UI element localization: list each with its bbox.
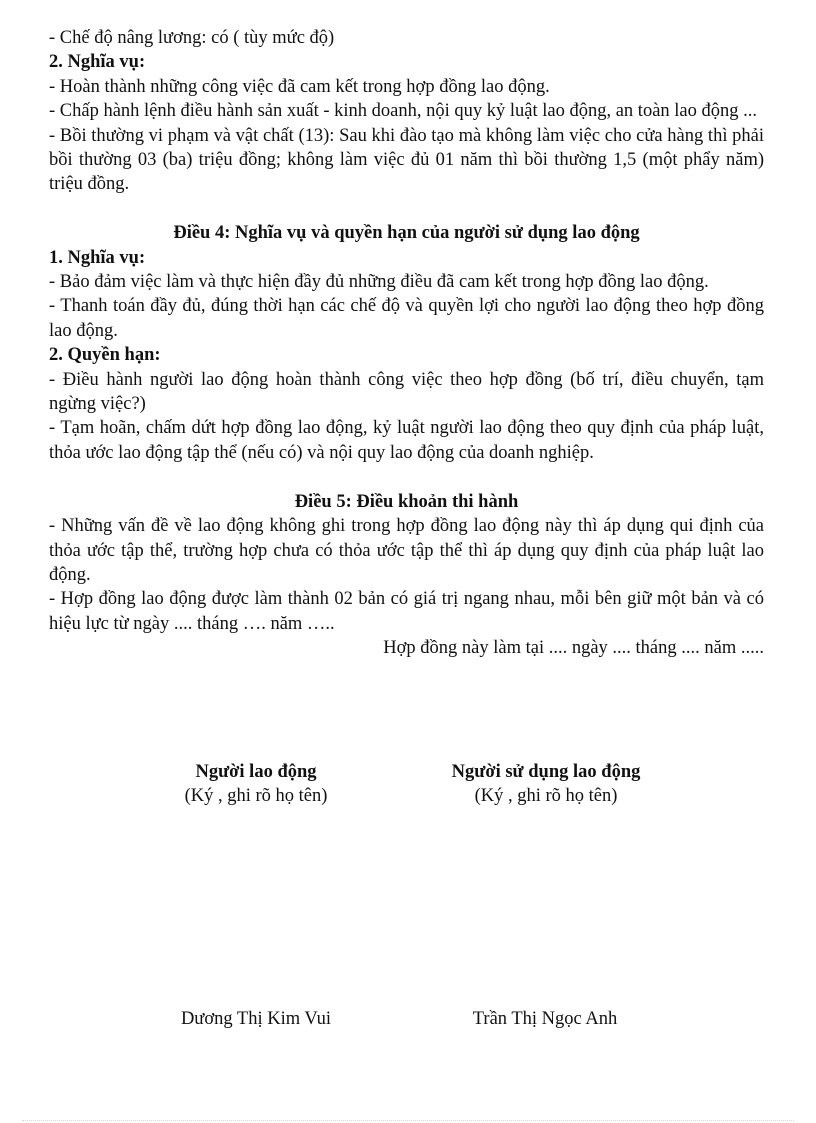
article-5-item: - Hợp đồng lao động được làm thành 02 bản có giá trị ngang nhau, mỗi bên giữ một bản và có hiệu lực từ ngày .... tháng …. năm ….. xyxy=(49,589,764,634)
article-5-item: - Những vấn đề về lao động không ghi trong hợp đồng lao động này thì áp dụng qui định của thỏa ước tập thể, trường hợp chưa có thỏa ước tập thể thì áp dụng quy định của pháp luật lao động. xyxy=(49,516,764,585)
obligation-item: - Bồi thường vi phạm và vật chất (13): Sau khi đào tạo mà không làm việc cho cửa hàng thì phải bồi thường 03 (ba) triệu đồng; không làm việc đủ 01 năm thì bồi thường 1,5 (một phẩy năm) triệu đồng. xyxy=(49,125,764,195)
employee-sign-note: (Ký , ghi rõ họ tên) xyxy=(184,786,328,807)
employer-title: Người sử dụng lao động xyxy=(451,762,641,782)
obligation-item: - Chấp hành lệnh điều hành sản xuất - kinh doanh, nội quy kỷ luật lao động, an toàn lao động ... xyxy=(49,101,758,122)
article-4-item: - Điều hành người lao động hoàn thành công việc theo hợp đồng (bố trí, điều chuyển, tạm ngừng việc?) xyxy=(49,369,764,415)
salary-raise-line: - Chế độ nâng lương: có ( tùy mức độ) xyxy=(49,28,335,48)
article-5-title: Điều 5: Điều khoản thi hành xyxy=(294,491,519,512)
article-4-item: - Tạm hoãn, chấm dứt hợp đồng lao động, kỷ luật người lao động theo quy định của pháp luật, thỏa ước lao động tập thể (nếu có) và nội quy lao động của doanh nghiệp. xyxy=(49,418,764,463)
article-4-item: - Thanh toán đầy đủ, đúng thời hạn các chế độ và quyền lợi cho người lao động theo hợp đồng lao động. xyxy=(49,296,764,341)
obligation-item: - Hoàn thành những công việc đã cam kết trong hợp đồng lao động. xyxy=(49,76,550,97)
article-4-heading-obligations: 1. Nghĩa vụ: xyxy=(49,247,146,268)
employer-sign-note: (Ký , ghi rõ họ tên) xyxy=(474,786,618,807)
employer-name: Trần Thị Ngọc Anh xyxy=(472,1009,618,1029)
employee-name: Dương Thị Kim Vui xyxy=(180,1009,332,1029)
article-4-item: - Bảo đảm việc làm và thực hiện đầy đủ những điều đã cam kết trong hợp đồng lao động. xyxy=(49,272,709,293)
employer-signature xyxy=(420,760,672,809)
article-4-heading-rights: 2. Quyền hạn: xyxy=(49,345,161,366)
section-heading-obligations: 2. Nghĩa vụ: xyxy=(49,52,146,73)
page-bottom-border xyxy=(22,1120,794,1121)
employee-signature xyxy=(156,760,356,809)
employee-title: Người lao động xyxy=(195,762,317,782)
document-body xyxy=(49,26,764,661)
place-date-line: Hợp đồng này làm tại .... ngày .... tháng .... năm ..... xyxy=(383,638,764,659)
article-4-title: Điều 4: Nghĩa vụ và quyền hạn của người sử dụng lao động xyxy=(173,223,640,244)
